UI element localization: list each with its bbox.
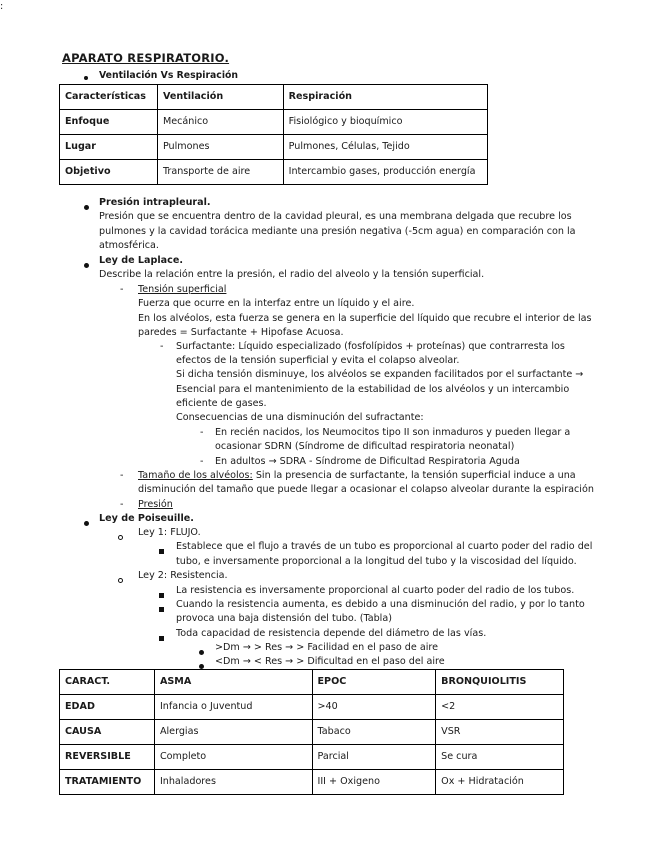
table-cell: CAUSA bbox=[60, 720, 155, 745]
intrapleural-text-line: pulmones y la cavidad torácica mediante una presión negativa (-5cm agua) en comparación con la bbox=[99, 226, 576, 237]
table-header-row bbox=[60, 670, 564, 695]
table-row bbox=[60, 720, 564, 745]
table-cell: >40 bbox=[312, 695, 436, 720]
table-cell: Fisiológico y bioquímico bbox=[283, 110, 487, 135]
table-row bbox=[60, 745, 564, 770]
table-cell: Se cura bbox=[436, 745, 564, 770]
tension-heading: Tensión superficial bbox=[138, 284, 227, 295]
dash-marker: - bbox=[120, 470, 124, 481]
consecuencia-text-line: ocasionar SDRN (Síndrome de dificultad respiratoria neonatal) bbox=[215, 441, 515, 452]
table-cell: Lugar bbox=[60, 135, 158, 160]
page-title: APARATO RESPIRATORIO. bbox=[62, 51, 230, 65]
table-cell: Intercambio gases, producción energía bbox=[283, 160, 487, 185]
intrapleural-text-line: Presión que se encuentra dentro de la cavidad pleural, es una membrana delgada que recubre los bbox=[99, 211, 572, 222]
ley2-heading: Ley 2: Resistencia. bbox=[138, 570, 228, 581]
table-cell: Infancia o Juventud bbox=[154, 695, 312, 720]
bullet-dot-icon bbox=[199, 646, 204, 660]
table-header-cell: CARACT. bbox=[60, 670, 155, 695]
ley1-text-line: tubo, e inversamente proporcional a la longitud del tubo y la viscosidad del líquido. bbox=[176, 556, 577, 567]
table-cell: Enfoque bbox=[60, 110, 158, 135]
table-cell: Inhaladores bbox=[154, 770, 312, 795]
surfactante-text-line: Surfactante: Líquido especializado (fosfolípidos + proteínas) que contrarresta los bbox=[176, 341, 565, 352]
table-cell: EDAD bbox=[60, 695, 155, 720]
square-bullet-icon bbox=[159, 545, 164, 559]
table-header-cell: Ventilación bbox=[157, 85, 283, 110]
tension-text-line: paredes = Surfactante + Hipofase Acuosa. bbox=[138, 327, 344, 338]
surfactante-text-line: Si dicha tensión disminuye, los alvéolos se expanden facilitados por el surfactante → bbox=[176, 369, 584, 380]
laplace-description: Describe la relación entre la presión, el radio del alveolo y la tensión superficial. bbox=[99, 269, 485, 280]
table-cell: III + Oxigeno bbox=[312, 770, 436, 795]
table-cell: Alergias bbox=[154, 720, 312, 745]
square-bullet-icon bbox=[159, 632, 164, 646]
table-cell: Pulmones bbox=[157, 135, 283, 160]
ley1-text-line: Establece que el flujo a través de un tubo es proporcional al cuarto poder del radio del bbox=[176, 541, 593, 552]
surfactante-text-line: eficiente de gases. bbox=[176, 398, 267, 409]
circle-bullet-icon bbox=[118, 574, 123, 588]
circle-bullet-icon bbox=[118, 531, 123, 545]
subheading-ventilacion: Ventilación Vs Respiración bbox=[99, 70, 239, 81]
surfactante-text-line: efectos de la tensión superficial y evita el colapso alveolar. bbox=[176, 355, 460, 366]
bullet-dot-icon bbox=[84, 517, 89, 531]
ventilacion-respiracion-table bbox=[59, 84, 488, 185]
table-row bbox=[60, 695, 564, 720]
consecuencia-text-line: En recién nacidos, los Neumocitos tipo II son inmaduros y pueden llegar a bbox=[215, 427, 571, 438]
table-cell: Pulmones, Células, Tejido bbox=[283, 135, 487, 160]
table-row bbox=[60, 770, 564, 795]
surfactante-text-line: Consecuencias de una disminución del sufractante: bbox=[176, 412, 424, 423]
dash-marker: - bbox=[160, 341, 164, 352]
table-row bbox=[60, 135, 488, 160]
table-cell: <2 bbox=[436, 695, 564, 720]
table-cell: Tabaco bbox=[312, 720, 436, 745]
bullet-dot-icon bbox=[84, 201, 89, 215]
tension-text-line: En los alvéolos, esta fuerza se genera en la superficie del líquido que recubre el interior de las bbox=[138, 313, 592, 324]
intrapleural-heading: Presión intrapleural. bbox=[99, 197, 211, 208]
table-row bbox=[60, 110, 488, 135]
dash-marker: - bbox=[200, 456, 204, 467]
ley2-text-line: Cuando la resistencia aumenta, es debido a una disminución del radio, y por lo tanto bbox=[176, 599, 585, 610]
laplace-heading: Ley de Laplace. bbox=[99, 255, 183, 266]
ley2-text-line: provoca una baja distensión del tubo. (Tabla) bbox=[176, 613, 392, 624]
presion-heading: Presión bbox=[138, 499, 173, 510]
table-cell: Ox + Hidratación bbox=[436, 770, 564, 795]
table-cell: Transporte de aire bbox=[157, 160, 283, 185]
square-bullet-icon bbox=[159, 603, 164, 617]
poiseuille-heading: Ley de Poiseuille. bbox=[99, 513, 194, 524]
table-cell: VSR bbox=[436, 720, 564, 745]
surfactante-text-line: Esencial para el mantenimiento de la estabilidad de los alvéolos y un intercambio bbox=[176, 384, 570, 395]
consecuencia-text-line: En adultos → SDRA - Síndrome de Dificultad Respiratoria Aguda bbox=[215, 456, 520, 467]
table-header-cell: ASMA bbox=[154, 670, 312, 695]
table-header-cell: Características bbox=[60, 85, 158, 110]
dash-marker: - bbox=[120, 499, 124, 510]
tamano-text: Sin la presencia de surfactante, la tensión superficial induce a una bbox=[252, 470, 576, 481]
dash-marker: - bbox=[200, 427, 204, 438]
ley2-text-line: La resistencia es inversamente proporcional al cuarto poder del radio de los tubos. bbox=[176, 585, 575, 596]
intrapleural-text-line: atmosférica. bbox=[99, 240, 159, 251]
bullet-dot-icon bbox=[84, 259, 89, 273]
ley1-heading: Ley 1: FLUJO. bbox=[138, 527, 201, 538]
table-cell: Mecánico bbox=[157, 110, 283, 135]
dash-marker: - bbox=[120, 284, 124, 295]
table-row bbox=[60, 160, 488, 185]
table-header-row bbox=[60, 85, 488, 110]
tamano-line bbox=[138, 469, 596, 483]
diametro-line: >Dm → > Res → > Facilidad en el paso de aire bbox=[215, 642, 439, 653]
square-bullet-icon bbox=[159, 589, 164, 603]
diametro-line: <Dm → < Res → > Dificultad en el paso del aire bbox=[215, 656, 445, 667]
tamano-text-line: disminución del tamaño que puede llegar a ocasionar el colapso alveolar durante la espiración bbox=[138, 484, 594, 495]
tension-text-line: Fuerza que ocurre en la interfaz entre un líquido y el aire. bbox=[138, 298, 415, 309]
table-cell: Parcial bbox=[312, 745, 436, 770]
table-cell: REVERSIBLE bbox=[60, 745, 155, 770]
table-header-cell: BRONQUIOLITIS bbox=[436, 670, 564, 695]
tamano-heading: Tamaño de los alvéolos: bbox=[138, 470, 253, 481]
table-header-cell: Respiración bbox=[283, 85, 487, 110]
table-cell: Objetivo bbox=[60, 160, 158, 185]
table-cell: TRATAMIENTO bbox=[60, 770, 155, 795]
table-header-cell: EPOC bbox=[312, 670, 436, 695]
enfermedades-table bbox=[59, 669, 564, 795]
ley2-text-line: Toda capacidad de resistencia depende del diámetro de las vías. bbox=[176, 628, 487, 639]
table-cell: Completo bbox=[154, 745, 312, 770]
